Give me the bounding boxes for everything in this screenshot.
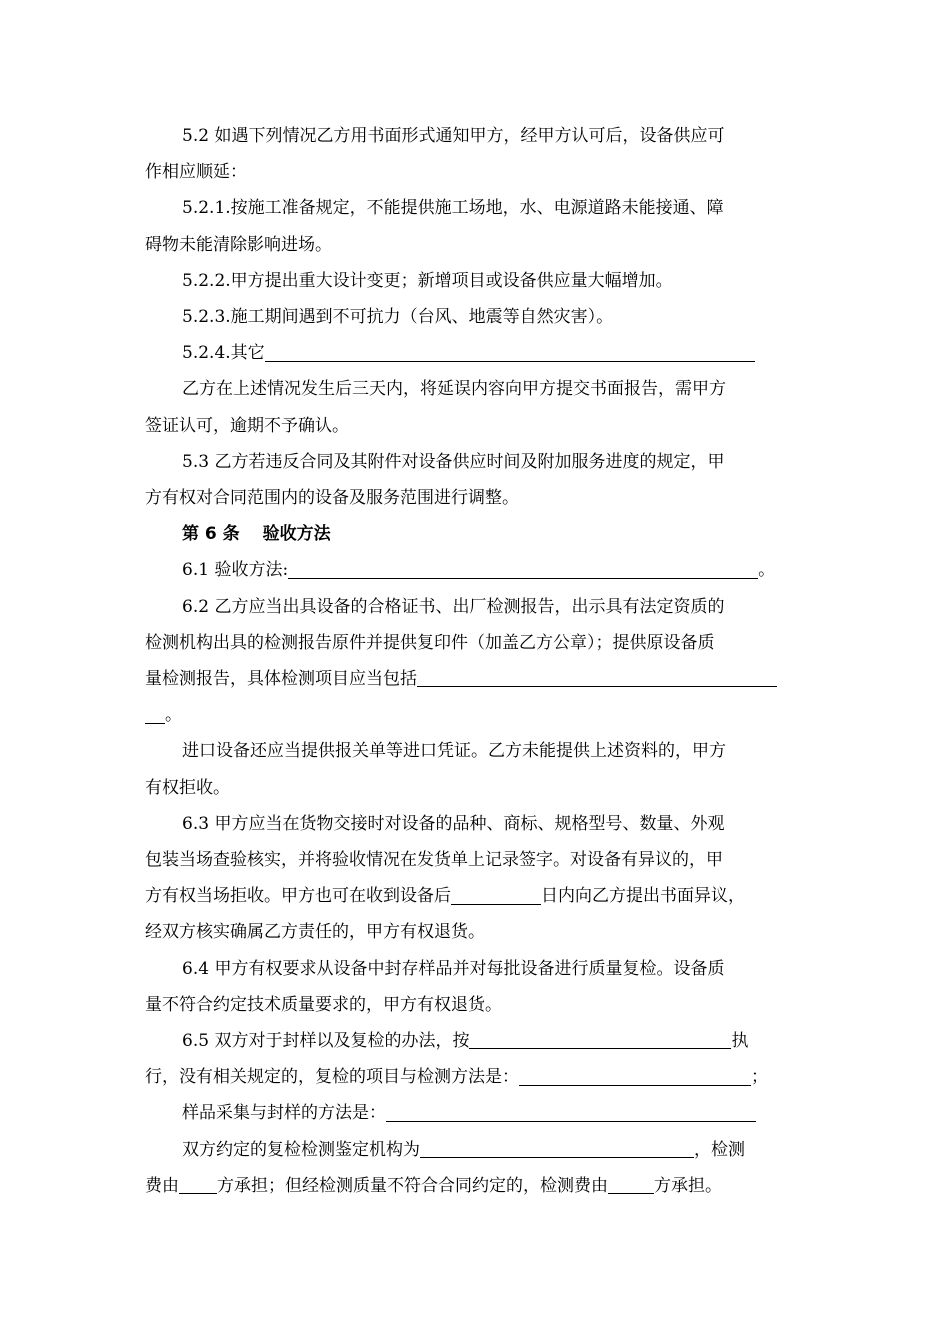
text-line: 签证认可，逾期不予确认。 bbox=[145, 415, 349, 436]
clause-6-5 bbox=[145, 1023, 810, 1059]
clause-5-2-4 bbox=[145, 335, 810, 371]
text-line: 5.2.1.按施工准备规定，不能提供施工场地，水、电源道路未能接通、障 bbox=[182, 198, 724, 219]
text-line: 方有权当场拒收。甲方也可在收到设备后 bbox=[145, 886, 451, 907]
text-line: ； bbox=[751, 1067, 768, 1088]
clause-6-2-cont bbox=[145, 661, 810, 697]
clause-6-3-cont bbox=[145, 914, 810, 950]
text-line: 5.2.4.其它 bbox=[182, 343, 265, 364]
paragraph-5-2 bbox=[145, 118, 810, 154]
paragraph-agency bbox=[145, 1132, 810, 1168]
text-line: ，检测 bbox=[694, 1139, 745, 1160]
text-line: 碍物未能清除影响进场。 bbox=[145, 234, 332, 255]
clause-6-2-cont bbox=[145, 697, 810, 733]
clause-6-3-cont bbox=[145, 878, 810, 914]
text-line: 进口设备还应当提供报关单等进口凭证。乙方未能提供上述资料的，甲方 bbox=[182, 741, 726, 762]
clause-6-4-cont bbox=[145, 987, 810, 1023]
text-line: 方承担；但经检测质量不符合合同约定的，检测费由 bbox=[217, 1175, 608, 1196]
fill-in-blank[interactable] bbox=[288, 560, 758, 579]
fill-in-blank[interactable] bbox=[608, 1175, 654, 1194]
text-line: 执 bbox=[731, 1031, 749, 1052]
fill-in-blank[interactable] bbox=[386, 1103, 756, 1122]
paragraph-sampling bbox=[145, 1095, 810, 1131]
text-line: 6.2 乙方应当出具设备的合格证书、出厂检测报告，出示具有法定资质的 bbox=[182, 596, 725, 617]
text-line: 作相应顺延： bbox=[145, 162, 247, 183]
text-line: 。 bbox=[165, 705, 182, 726]
text-line: 乙方在上述情况发生后三天内，将延误内容向甲方提交书面报告，需甲方 bbox=[182, 379, 726, 400]
paragraph-import bbox=[145, 733, 810, 769]
fill-in-blank[interactable] bbox=[469, 1031, 731, 1050]
paragraph-5-3 bbox=[145, 444, 810, 480]
paragraph-import-cont bbox=[145, 770, 810, 806]
text-line: 日内向乙方提出书面异议， bbox=[541, 886, 745, 907]
text-line: 5.2.3.施工期间遇到不可抗力（台风、地震等自然灾害）。 bbox=[182, 307, 614, 328]
clause-6-3-cont bbox=[145, 842, 810, 878]
text-line: 经双方核实确属乙方责任的，甲方有权退货。 bbox=[145, 922, 485, 943]
text-line: 6.3 甲方应当在货物交接时对设备的品种、商标、规格型号、数量、外观 bbox=[182, 813, 725, 834]
clause-5-2-1 bbox=[145, 190, 810, 226]
paragraph-agency-cont bbox=[145, 1168, 810, 1204]
fill-in-blank[interactable] bbox=[519, 1067, 751, 1086]
paragraph-5-2-cont bbox=[145, 154, 810, 190]
clause-6-1 bbox=[145, 552, 810, 588]
paragraph-delay-report bbox=[145, 371, 810, 407]
clause-6-2-cont bbox=[145, 625, 810, 661]
text-line: 。 bbox=[758, 560, 776, 581]
fill-in-blank[interactable] bbox=[265, 343, 755, 362]
text-line: 5.2 如遇下列情况乙方用书面形式通知甲方，经甲方认可后，设备供应可 bbox=[182, 126, 725, 146]
text-line: 检测机构出具的检测报告原件并提供复印件（加盖乙方公章）；提供原设备质 bbox=[145, 632, 715, 653]
fill-in-blank[interactable] bbox=[417, 669, 777, 688]
text-line: 6.1 验收方法: bbox=[182, 560, 289, 581]
paragraph-5-3-cont bbox=[145, 480, 810, 516]
fill-in-blank[interactable] bbox=[145, 705, 165, 724]
fill-in-blank[interactable] bbox=[179, 1175, 217, 1194]
text-line: 包装当场查验核实，并将验收情况在发货单上记录签字。对设备有异议的，甲 bbox=[145, 850, 723, 871]
text-line: 6.4 甲方有权要求从设备中封存样品并对每批设备进行质量复检。设备质 bbox=[182, 958, 725, 979]
text-line: 方承担。 bbox=[654, 1175, 722, 1196]
text-line: 费由 bbox=[145, 1175, 179, 1196]
fill-in-blank[interactable] bbox=[451, 886, 541, 905]
clause-5-2-3 bbox=[145, 299, 810, 335]
text-line: 行，没有相关规定的，复检的项目与检测方法是： bbox=[145, 1067, 519, 1088]
clause-6-3 bbox=[145, 806, 810, 842]
paragraph-delay-report-cont bbox=[145, 408, 810, 444]
clause-6-5-cont bbox=[145, 1059, 810, 1095]
document-body bbox=[145, 118, 810, 1204]
clause-5-2-1-cont bbox=[145, 227, 810, 263]
clause-6-4 bbox=[145, 951, 810, 987]
article-6-heading: 第 6 条 验收方法 bbox=[182, 524, 331, 545]
text-line: 6.5 双方对于封样以及复检的办法，按 bbox=[182, 1031, 470, 1052]
text-line: 量不符合约定技术质量要求的，甲方有权退货。 bbox=[145, 994, 502, 1015]
text-line: 样品采集与封样的方法是： bbox=[182, 1103, 386, 1124]
text-line: 5.3 乙方若违反合同及其附件对设备供应时间及附加服务进度的规定，甲 bbox=[182, 451, 725, 472]
text-line: 量检测报告，具体检测项目应当包括 bbox=[145, 669, 417, 690]
text-line: 方有权对合同范围内的设备及服务范围进行调整。 bbox=[145, 488, 519, 509]
fill-in-blank[interactable] bbox=[420, 1139, 694, 1158]
text-line: 5.2.2.甲方提出重大设计变更；新增项目或设备供应量大幅增加。 bbox=[182, 270, 673, 291]
clause-5-2-2 bbox=[145, 263, 810, 299]
text-line: 有权拒收。 bbox=[145, 777, 230, 798]
text-line: 双方约定的复检检测鉴定机构为 bbox=[182, 1139, 420, 1160]
clause-6-2 bbox=[145, 589, 810, 625]
